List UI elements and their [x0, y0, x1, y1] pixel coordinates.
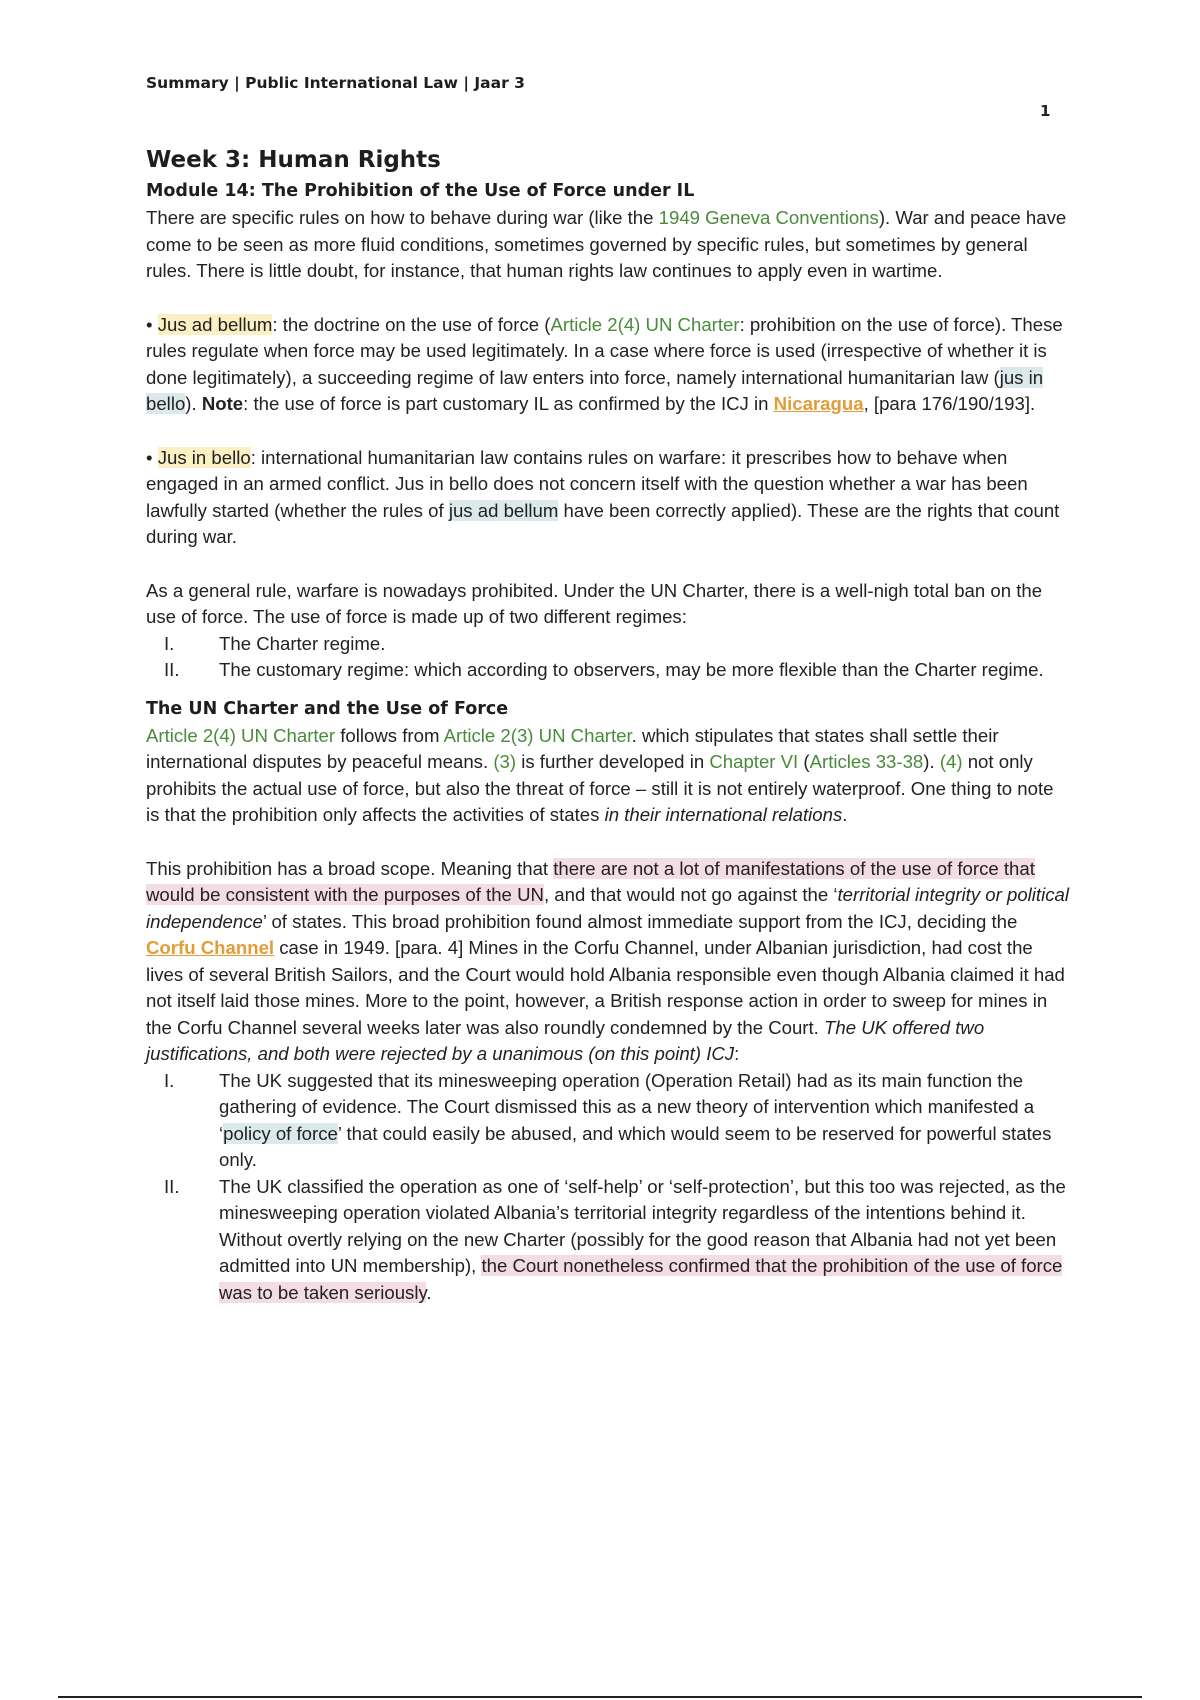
text: , and that would not go against the ‘ [543, 884, 838, 905]
intro-paragraph [146, 205, 1071, 285]
justifications-list [146, 1068, 1071, 1307]
text: ). [185, 393, 202, 414]
jus-ad-bellum-paragraph [146, 312, 1071, 418]
text: not only prohibits the actual use of force, but also the threat of force – still it is not entirely waterproof. One thing to note is that the prohibition only affects the activities of states [146, 751, 1054, 825]
jus-in-bello-highlight: jus in bello [146, 366, 1044, 414]
article-2-4-link[interactable]: Article 2(4) UN Charter [146, 724, 336, 746]
text: ). War and peace have come to be seen as more fluid conditions, sometimes governed by specific rules, but sometimes by general rules. There is little doubt, for instance, that human rights law continues to apply even in wartime. [146, 207, 1067, 281]
bullet: • [146, 446, 153, 468]
policy-of-force-highlight: policy of force [223, 1122, 338, 1144]
paragraph-4-link[interactable]: (4) [939, 751, 963, 772]
text: have been correctly applied). These are the rights that count during war. [146, 499, 1060, 547]
text: : prohibition on the use of force). These rules regulate when force may be used legitimately. In a case where force is used (irrespective of whether it is done legitimately), a succeeding regime of law enters into force, namely international humanitarian law ( [146, 313, 1063, 388]
text: , [para 176/190/193]. [863, 393, 1036, 414]
article-2-3-link[interactable]: Article 2(3) UN Charter [443, 724, 632, 746]
article-2-4-link[interactable]: Article 2(4) UN Charter [550, 313, 740, 335]
list-text: The Charter regime. [219, 632, 386, 654]
italic-text: The UK offered two justifications, and both were rejected by a unanimous (on this point) ICJ [146, 1016, 985, 1064]
text: . which stipulates that states shall settle their international disputes by peaceful means. [146, 724, 999, 772]
section-title: The UN Charter and the Use of Force [146, 698, 509, 719]
broad-scope-paragraph [146, 856, 1071, 1068]
jus-in-bello-term: Jus in bello [157, 446, 251, 468]
text: ( [798, 751, 810, 772]
text: This prohibition has a broad scope. Meaning that [146, 857, 554, 879]
list-number: II. [164, 1175, 180, 1197]
list-text: The customary regime: which according to observers, may be more flexible than the Charter regime. [219, 659, 1044, 680]
page-number: 1 [1040, 102, 1051, 120]
text: There are specific rules on how to behave during war (like the [146, 207, 659, 228]
jus-in-bello-paragraph [146, 445, 1071, 551]
geneva-conventions-link[interactable]: 1949 Geneva Conventions [658, 207, 879, 228]
chapter-vi-link[interactable]: Chapter VI [709, 751, 799, 772]
text: ). [923, 751, 940, 772]
text: : international humanitarian law contains rules on warfare: it prescribes how to behave when engaged in an armed conflict. Jus in bello does not concern itself with the question whether a war has been lawfully started (whether the rules of [146, 446, 1028, 521]
pink-highlight: there are not a lot of manifestations of the use of force that would be consistent with the purposes of the UN [146, 857, 1035, 905]
text: follows from [335, 724, 444, 746]
list-number: I. [164, 1069, 175, 1091]
jus-ad-bellum-highlight: jus ad bellum [448, 499, 559, 521]
italic-text: in their international relations [604, 804, 843, 825]
text: The UK suggested that its minesweeping operation (Operation Retail) had as its main function the gathering of evidence. The Court dismissed this as a new theory of intervention which manifested a ‘ [219, 1069, 1035, 1144]
module-title: Module 14: The Prohibition of the Use of Force under IL [146, 181, 695, 201]
corfu-channel-case-link[interactable]: Corfu Channel [146, 937, 275, 958]
page-bottom-rule [58, 1696, 1142, 1698]
text: . [426, 1281, 432, 1303]
text: The UK classified the operation as one of ‘self-help’ or ‘self-protection’, but this too was rejected, as the minesweeping operation violated Albania’s territorial integrity regardless of the intentions behind it. Without overtly relying on the new Charter (possibly for the good reason that Albania had not yet been admitted into UN membership), [219, 1175, 1066, 1276]
text: ’ that could easily be abused, and which would seem to be reserved for powerful states only. [219, 1122, 1052, 1170]
bullet: • [146, 313, 153, 335]
jus-ad-bellum-term: Jus ad bellum [157, 313, 273, 335]
italic-text: territorial integrity or political independence [146, 884, 1069, 932]
text: ’ of states. This broad prohibition found almost immediate support from the ICJ, deciding the [262, 910, 1018, 932]
text: : the use of force is part customary IL as confirmed by the ICJ in [243, 393, 774, 414]
paragraph-3-link[interactable]: (3) [493, 751, 517, 772]
note-label: Note [201, 393, 244, 414]
document-header: Summary | Public International Law | Jaar 3 [146, 74, 525, 92]
list-item [146, 1174, 1071, 1307]
list-item [146, 1068, 1071, 1174]
text: is further developed in [516, 751, 710, 772]
pink-highlight: the Court nonetheless confirmed that the prohibition of the use of force was to be taken seriously [219, 1255, 1063, 1303]
charter-paragraph [146, 723, 1071, 829]
text: . [842, 804, 848, 825]
week-title: Week 3: Human Rights [146, 147, 441, 173]
regimes-list [146, 631, 1071, 684]
articles-33-38-link[interactable]: Articles 33-38 [809, 751, 924, 772]
list-number: I. [164, 632, 175, 654]
text: : the doctrine on the use of force ( [272, 313, 551, 335]
text: : [734, 1043, 740, 1064]
text: case in 1949. [para. 4] Mines in the Corfu Channel, under Albanian jurisdiction, had cost the lives of several British Sailors, and the Court would hold Albania responsible even though Albania claimed it had not itself laid those mines. More to the point, however, a British response action in order to sweep for mines in the Corfu Channel several weeks later was also roundly condemned by the Court. [146, 937, 1065, 1038]
general-rule-paragraph: As a general rule, warfare is nowadays prohibited. Under the UN Charter, there is a well-nigh total ban on the use of force. The use of force is made up of two different regimes: [146, 579, 1043, 627]
list-item [146, 631, 1071, 658]
list-number: II. [164, 659, 180, 680]
document-body [146, 143, 1071, 1306]
nicaragua-case-link[interactable]: Nicaragua [773, 393, 864, 414]
list-item [146, 657, 1071, 684]
